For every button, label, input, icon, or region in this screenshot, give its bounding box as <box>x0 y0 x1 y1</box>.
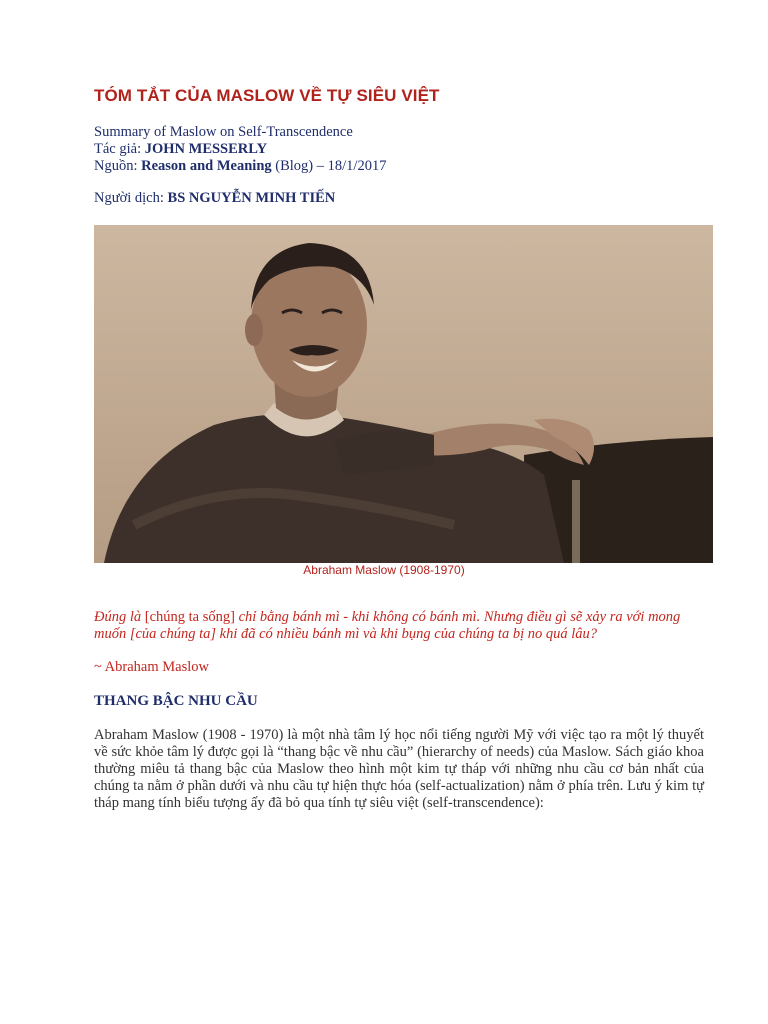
author-name: JOHN MESSERLY <box>144 141 268 157</box>
source-name: Reason and Meaning <box>141 158 272 174</box>
quote-part1: Đúng là <box>94 609 145 625</box>
maslow-photo <box>94 225 713 563</box>
quote-text <box>94 609 694 643</box>
quote-bracket: [chúng ta sống] <box>144 609 235 625</box>
translator-label: Người dịch: <box>94 190 168 206</box>
body-paragraph: Abraham Maslow (1908 - 1970) là một nhà tâm lý học nổi tiếng người Mỹ với việc tạo ra một lý thuyết về sức khỏe tâm lý được gọi là “thang bậc về nhu cầu” (hierarchy of needs) của Maslow. Sách giáo khoa thường miêu tả thang bậc của Maslow theo hình một kim tự tháp với những nhu cầu cơ bản nhất của chúng ta nằm ở phần dưới và nhu cầu tự hiện thực hóa (self-actualization) nằm ở phía trên. Lưu ý kim tự tháp mang tính biểu tượng ấy đã bỏ qua tính tự siêu việt (self-transcendence): <box>94 727 704 811</box>
source-line <box>94 158 386 175</box>
quote-author: ~ Abraham Maslow <box>94 659 209 675</box>
portrait-illustration <box>94 225 713 563</box>
source-label: Nguồn: <box>94 158 142 174</box>
author-line <box>94 141 386 158</box>
document-meta <box>94 124 386 175</box>
quote-part2: chỉ bằng bánh mì - khi không có bánh mì. Nhưng điều gì sẽ xảy ra với mong muốn [của chúng ta] khi đã có nhiều bánh mì và khi bụng của chúng ta bị no quá lâu? <box>94 609 681 642</box>
subtitle: Summary of Maslow on Self-Transcendence <box>94 124 353 140</box>
section-heading: THANG BẬC NHU CẦU <box>94 693 258 709</box>
document-title: TÓM TẮT CỦA MASLOW VỀ TỰ SIÊU VIỆT <box>94 86 440 105</box>
source-rest: (Blog) – 18/1/2017 <box>271 158 387 174</box>
translator-name: BS NGUYỄN MINH TIẾN <box>167 190 336 206</box>
author-label: Tác giả: <box>94 141 145 157</box>
translator-line <box>94 190 335 207</box>
photo-caption: Abraham Maslow (1908-1970) <box>303 563 465 577</box>
